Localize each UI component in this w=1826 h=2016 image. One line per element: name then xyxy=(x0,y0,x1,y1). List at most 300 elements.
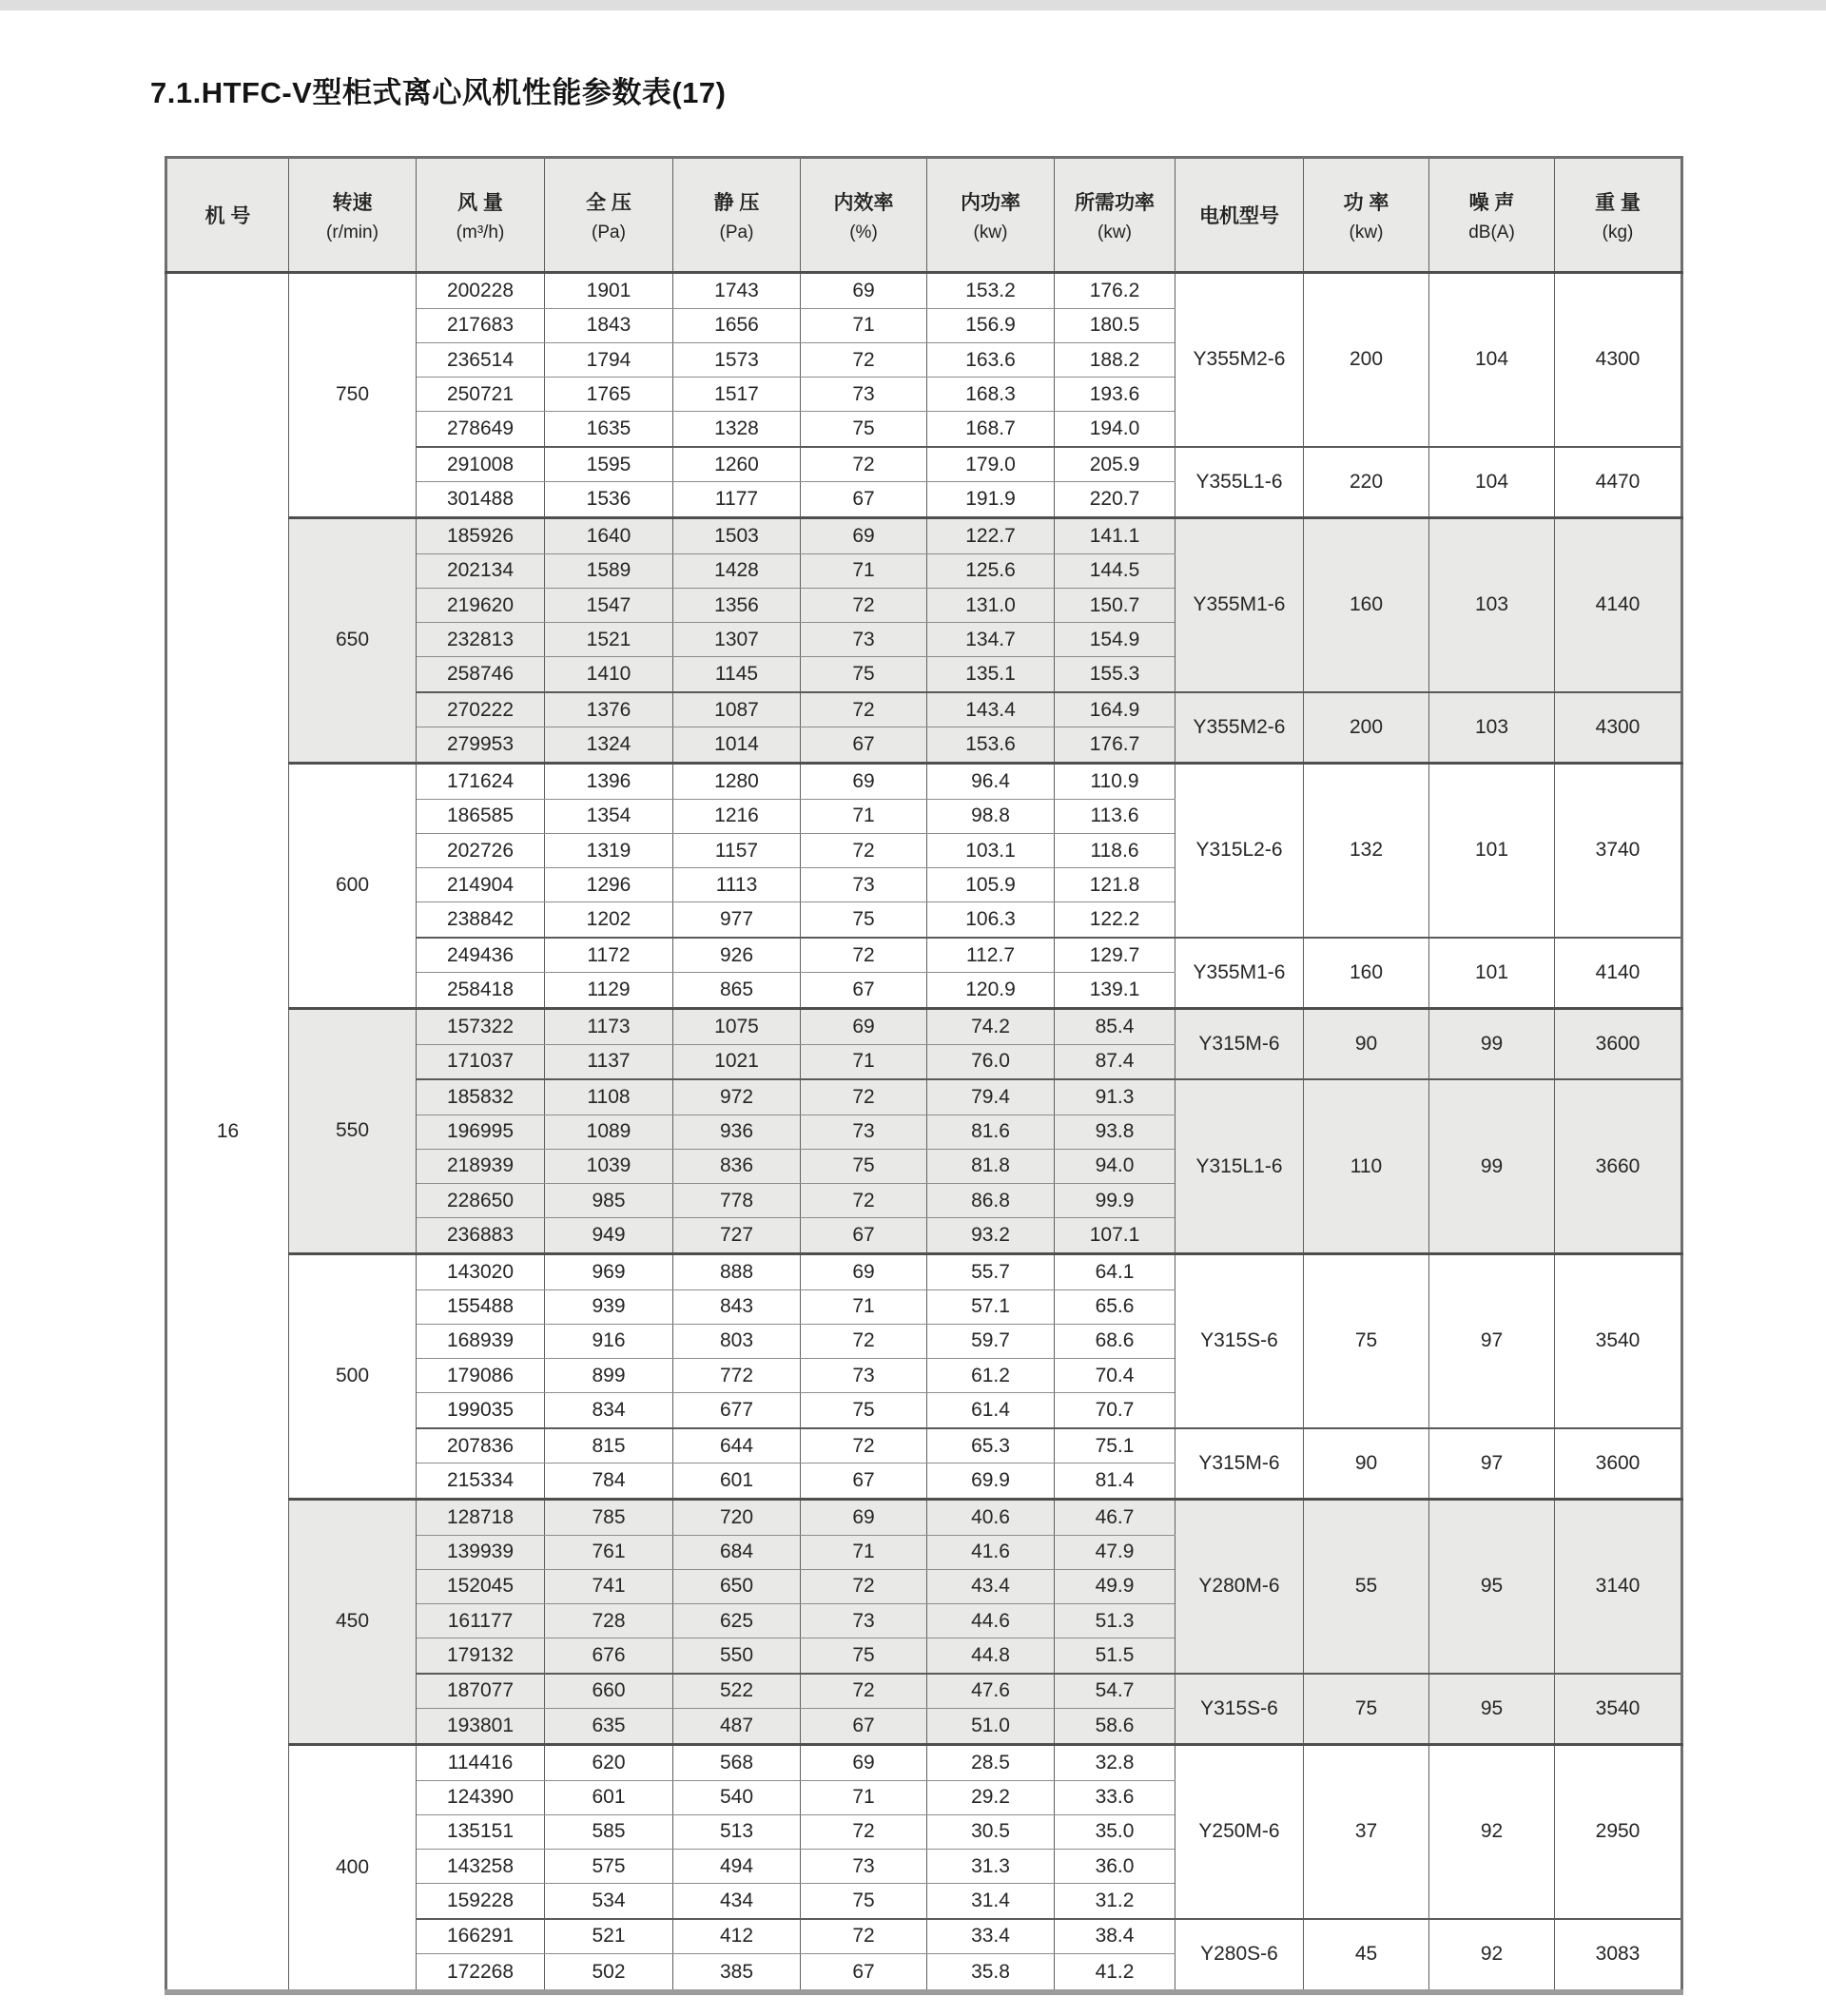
cell-internal-power: 125.6 xyxy=(927,553,1055,588)
cell-required-power: 36.0 xyxy=(1055,1850,1175,1884)
cell-internal-power: 135.1 xyxy=(927,657,1055,692)
cell-total-pressure: 1547 xyxy=(545,588,673,622)
cell-static-pressure: 1328 xyxy=(673,412,801,447)
cell-static-pressure: 540 xyxy=(673,1780,801,1814)
speed-cell: 500 xyxy=(289,1253,417,1499)
cell-efficiency: 72 xyxy=(801,447,927,482)
cell-internal-power: 61.2 xyxy=(927,1359,1055,1393)
col-header xyxy=(289,158,417,273)
cell-efficiency: 75 xyxy=(801,1884,927,1919)
cell-flow: 207836 xyxy=(417,1428,545,1464)
cell-internal-power: 156.9 xyxy=(927,308,1055,342)
motor-noise-cell: 97 xyxy=(1429,1253,1555,1427)
cell-total-pressure: 985 xyxy=(545,1184,673,1218)
cell-total-pressure: 1089 xyxy=(545,1115,673,1149)
motor-power-cell: 200 xyxy=(1304,692,1429,764)
cell-static-pressure: 1280 xyxy=(673,763,801,799)
cell-flow: 171037 xyxy=(417,1044,545,1079)
cell-required-power: 51.3 xyxy=(1055,1604,1175,1638)
cell-internal-power: 96.4 xyxy=(927,763,1055,799)
cell-internal-power: 31.4 xyxy=(927,1884,1055,1919)
cell-efficiency: 71 xyxy=(801,1289,927,1324)
cell-flow: 291008 xyxy=(417,447,545,482)
cell-internal-power: 143.4 xyxy=(927,692,1055,727)
cell-required-power: 118.6 xyxy=(1055,833,1175,867)
speed-cell: 400 xyxy=(289,1744,417,1992)
motor-model-cell: Y315S-6 xyxy=(1175,1253,1304,1427)
cell-efficiency: 73 xyxy=(801,868,927,902)
cell-required-power: 65.6 xyxy=(1055,1289,1175,1324)
cell-internal-power: 47.6 xyxy=(927,1674,1055,1709)
cell-total-pressure: 1396 xyxy=(545,763,673,799)
cell-required-power: 58.6 xyxy=(1055,1709,1175,1745)
cell-efficiency: 75 xyxy=(801,1638,927,1674)
cell-required-power: 31.2 xyxy=(1055,1884,1175,1919)
motor-power-cell: 55 xyxy=(1304,1499,1429,1673)
cell-static-pressure: 684 xyxy=(673,1535,801,1569)
cell-internal-power: 93.2 xyxy=(927,1218,1055,1254)
cell-internal-power: 51.0 xyxy=(927,1709,1055,1745)
cell-flow: 143258 xyxy=(417,1850,545,1884)
cell-flow: 228650 xyxy=(417,1184,545,1218)
cell-required-power: 94.0 xyxy=(1055,1149,1175,1183)
cell-internal-power: 29.2 xyxy=(927,1780,1055,1814)
cell-efficiency: 72 xyxy=(801,833,927,867)
cell-static-pressure: 1573 xyxy=(673,342,801,377)
cell-flow: 250721 xyxy=(417,378,545,412)
cell-internal-power: 81.6 xyxy=(927,1115,1055,1149)
cell-total-pressure: 784 xyxy=(545,1464,673,1500)
col-header-unit: (kg) xyxy=(1602,222,1634,242)
cell-flow: 258746 xyxy=(417,657,545,692)
cell-total-pressure: 1354 xyxy=(545,799,673,833)
motor-model-cell: Y355M2-6 xyxy=(1175,692,1304,764)
col-header-label: 功 率 xyxy=(1343,191,1389,214)
cell-static-pressure: 434 xyxy=(673,1884,801,1919)
cell-efficiency: 73 xyxy=(801,1850,927,1884)
cell-required-power: 220.7 xyxy=(1055,482,1175,518)
cell-flow: 196995 xyxy=(417,1115,545,1149)
motor-noise-cell: 95 xyxy=(1429,1499,1555,1673)
cell-flow: 187077 xyxy=(417,1674,545,1709)
cell-flow: 155488 xyxy=(417,1289,545,1324)
cell-efficiency: 71 xyxy=(801,1780,927,1814)
cell-total-pressure: 1595 xyxy=(545,447,673,482)
page-top-edge xyxy=(0,0,1826,10)
motor-model-cell: Y280M-6 xyxy=(1175,1499,1304,1673)
cell-efficiency: 69 xyxy=(801,1253,927,1289)
cell-required-power: 154.9 xyxy=(1055,623,1175,657)
cell-efficiency: 75 xyxy=(801,657,927,692)
motor-model-cell: Y355L1-6 xyxy=(1175,447,1304,518)
motor-weight-cell: 3600 xyxy=(1555,1008,1682,1079)
cell-flow: 128718 xyxy=(417,1499,545,1535)
cell-required-power: 68.6 xyxy=(1055,1324,1175,1358)
cell-required-power: 32.8 xyxy=(1055,1744,1175,1780)
motor-power-cell: 75 xyxy=(1304,1253,1429,1427)
cell-required-power: 205.9 xyxy=(1055,447,1175,482)
cell-efficiency: 73 xyxy=(801,378,927,412)
cell-total-pressure: 1137 xyxy=(545,1044,673,1079)
cell-total-pressure: 1536 xyxy=(545,482,673,518)
motor-noise-cell: 101 xyxy=(1429,938,1555,1009)
col-header-unit: (Pa) xyxy=(719,222,754,242)
cell-flow: 218939 xyxy=(417,1149,545,1183)
cell-internal-power: 76.0 xyxy=(927,1044,1055,1079)
speed-cell: 550 xyxy=(289,1008,417,1253)
motor-model-cell: Y315M-6 xyxy=(1175,1428,1304,1500)
motor-noise-cell: 99 xyxy=(1429,1008,1555,1079)
motor-power-cell: 37 xyxy=(1304,1744,1429,1918)
cell-efficiency: 75 xyxy=(801,902,927,938)
cell-efficiency: 72 xyxy=(801,1569,927,1603)
cell-internal-power: 79.4 xyxy=(927,1079,1055,1115)
table-row xyxy=(166,517,1682,553)
cell-efficiency: 72 xyxy=(801,588,927,622)
cell-static-pressure: 1216 xyxy=(673,799,801,833)
cell-efficiency: 69 xyxy=(801,273,927,309)
col-header-label: 重 量 xyxy=(1595,191,1641,214)
col-header-label: 静 压 xyxy=(713,191,760,214)
cell-total-pressure: 834 xyxy=(545,1393,673,1428)
cell-internal-power: 81.8 xyxy=(927,1149,1055,1183)
table-row xyxy=(166,763,1682,799)
col-header xyxy=(1055,158,1175,273)
cell-required-power: 155.3 xyxy=(1055,657,1175,692)
cell-efficiency: 72 xyxy=(801,1814,927,1849)
motor-power-cell: 220 xyxy=(1304,447,1429,518)
cell-internal-power: 98.8 xyxy=(927,799,1055,833)
col-header xyxy=(927,158,1055,273)
motor-weight-cell: 4140 xyxy=(1555,938,1682,1009)
cell-flow: 238842 xyxy=(417,902,545,938)
col-header-label: 风 量 xyxy=(457,191,503,214)
cell-required-power: 99.9 xyxy=(1055,1184,1175,1218)
motor-power-cell: 160 xyxy=(1304,517,1429,691)
cell-flow: 279953 xyxy=(417,727,545,764)
col-header xyxy=(1429,158,1555,273)
cell-flow: 179132 xyxy=(417,1638,545,1674)
motor-weight-cell: 3600 xyxy=(1555,1428,1682,1500)
cell-total-pressure: 1843 xyxy=(545,308,673,342)
col-header-label: 内效率 xyxy=(833,191,894,214)
cell-efficiency: 67 xyxy=(801,1464,927,1500)
cell-flow: 249436 xyxy=(417,938,545,973)
table-header-row xyxy=(166,158,1682,273)
cell-required-power: 188.2 xyxy=(1055,342,1175,377)
cell-static-pressure: 843 xyxy=(673,1289,801,1324)
speed-cell: 750 xyxy=(289,273,417,518)
cell-total-pressure: 1319 xyxy=(545,833,673,867)
cell-total-pressure: 1640 xyxy=(545,517,673,553)
cell-flow: 179086 xyxy=(417,1359,545,1393)
cell-total-pressure: 1324 xyxy=(545,727,673,764)
motor-noise-cell: 101 xyxy=(1429,763,1555,937)
motor-noise-cell: 99 xyxy=(1429,1079,1555,1253)
cell-total-pressure: 1129 xyxy=(545,973,673,1009)
cell-flow: 278649 xyxy=(417,412,545,447)
col-header xyxy=(1555,158,1682,273)
cell-static-pressure: 1014 xyxy=(673,727,801,764)
cell-efficiency: 73 xyxy=(801,1115,927,1149)
cell-total-pressure: 1202 xyxy=(545,902,673,938)
cell-required-power: 51.5 xyxy=(1055,1638,1175,1674)
cell-flow: 168939 xyxy=(417,1324,545,1358)
cell-efficiency: 67 xyxy=(801,1954,927,1992)
col-header-label: 所需功率 xyxy=(1075,191,1155,214)
cell-total-pressure: 916 xyxy=(545,1324,673,1358)
motor-weight-cell: 3540 xyxy=(1555,1674,1682,1745)
cell-internal-power: 40.6 xyxy=(927,1499,1055,1535)
cell-internal-power: 69.9 xyxy=(927,1464,1055,1500)
speed-cell: 600 xyxy=(289,763,417,1008)
motor-weight-cell: 3660 xyxy=(1555,1079,1682,1253)
cell-total-pressure: 741 xyxy=(545,1569,673,1603)
cell-efficiency: 69 xyxy=(801,1744,927,1780)
cell-efficiency: 67 xyxy=(801,727,927,764)
cell-internal-power: 105.9 xyxy=(927,868,1055,902)
cell-static-pressure: 926 xyxy=(673,938,801,973)
cell-required-power: 46.7 xyxy=(1055,1499,1175,1535)
cell-flow: 200228 xyxy=(417,273,545,309)
cell-required-power: 107.1 xyxy=(1055,1218,1175,1254)
col-header xyxy=(673,158,801,273)
cell-total-pressure: 676 xyxy=(545,1638,673,1674)
cell-required-power: 64.1 xyxy=(1055,1253,1175,1289)
cell-total-pressure: 1173 xyxy=(545,1008,673,1044)
cell-required-power: 121.8 xyxy=(1055,868,1175,902)
motor-model-cell: Y250M-6 xyxy=(1175,1744,1304,1918)
cell-internal-power: 153.6 xyxy=(927,727,1055,764)
cell-static-pressure: 650 xyxy=(673,1569,801,1603)
cell-efficiency: 69 xyxy=(801,763,927,799)
machine-no-cell: 16 xyxy=(166,273,289,1993)
motor-power-cell: 90 xyxy=(1304,1008,1429,1079)
cell-required-power: 194.0 xyxy=(1055,412,1175,447)
cell-efficiency: 75 xyxy=(801,1149,927,1183)
cell-static-pressure: 977 xyxy=(673,902,801,938)
cell-flow: 199035 xyxy=(417,1393,545,1428)
cell-static-pressure: 865 xyxy=(673,973,801,1009)
cell-efficiency: 71 xyxy=(801,553,927,588)
cell-internal-power: 153.2 xyxy=(927,273,1055,309)
cell-flow: 193801 xyxy=(417,1709,545,1745)
cell-total-pressure: 969 xyxy=(545,1253,673,1289)
cell-internal-power: 163.6 xyxy=(927,342,1055,377)
cell-required-power: 47.9 xyxy=(1055,1535,1175,1569)
cell-static-pressure: 487 xyxy=(673,1709,801,1745)
cell-internal-power: 30.5 xyxy=(927,1814,1055,1849)
cell-internal-power: 33.4 xyxy=(927,1919,1055,1954)
cell-required-power: 91.3 xyxy=(1055,1079,1175,1115)
cell-required-power: 110.9 xyxy=(1055,763,1175,799)
col-header-label: 机 号 xyxy=(204,205,251,227)
cell-static-pressure: 625 xyxy=(673,1604,801,1638)
cell-internal-power: 168.3 xyxy=(927,378,1055,412)
cell-total-pressure: 620 xyxy=(545,1744,673,1780)
motor-weight-cell: 3083 xyxy=(1555,1919,1682,1992)
cell-flow: 232813 xyxy=(417,623,545,657)
cell-static-pressure: 778 xyxy=(673,1184,801,1218)
cell-static-pressure: 494 xyxy=(673,1850,801,1884)
cell-total-pressure: 521 xyxy=(545,1919,673,1954)
col-header-label: 内功率 xyxy=(961,191,1020,214)
cell-static-pressure: 1087 xyxy=(673,692,801,727)
cell-static-pressure: 936 xyxy=(673,1115,801,1149)
motor-power-cell: 200 xyxy=(1304,273,1429,447)
motor-model-cell: Y355M1-6 xyxy=(1175,938,1304,1009)
cell-efficiency: 73 xyxy=(801,1604,927,1638)
motor-weight-cell: 4300 xyxy=(1555,273,1682,447)
cell-efficiency: 73 xyxy=(801,1359,927,1393)
motor-power-cell: 75 xyxy=(1304,1674,1429,1745)
cell-required-power: 150.7 xyxy=(1055,588,1175,622)
col-header-label: 转速 xyxy=(332,191,373,214)
cell-required-power: 38.4 xyxy=(1055,1919,1175,1954)
cell-required-power: 54.7 xyxy=(1055,1674,1175,1709)
cell-required-power: 70.4 xyxy=(1055,1359,1175,1393)
cell-total-pressure: 761 xyxy=(545,1535,673,1569)
motor-weight-cell: 4470 xyxy=(1555,447,1682,518)
cell-efficiency: 69 xyxy=(801,1008,927,1044)
cell-efficiency: 67 xyxy=(801,1218,927,1254)
cell-efficiency: 71 xyxy=(801,799,927,833)
table-header xyxy=(166,158,1682,273)
motor-power-cell: 45 xyxy=(1304,1919,1429,1992)
cell-efficiency: 72 xyxy=(801,1079,927,1115)
cell-flow: 172268 xyxy=(417,1954,545,1992)
cell-efficiency: 72 xyxy=(801,1324,927,1358)
cell-flow: 215334 xyxy=(417,1464,545,1500)
cell-internal-power: 65.3 xyxy=(927,1428,1055,1464)
cell-internal-power: 131.0 xyxy=(927,588,1055,622)
motor-noise-cell: 97 xyxy=(1429,1428,1555,1500)
cell-static-pressure: 1113 xyxy=(673,868,801,902)
cell-flow: 166291 xyxy=(417,1919,545,1954)
cell-flow: 185832 xyxy=(417,1079,545,1115)
cell-flow: 152045 xyxy=(417,1569,545,1603)
motor-power-cell: 90 xyxy=(1304,1428,1429,1500)
motor-power-cell: 110 xyxy=(1304,1079,1429,1253)
cell-flow: 185926 xyxy=(417,517,545,553)
col-header-unit: (%) xyxy=(849,222,878,242)
cell-static-pressure: 677 xyxy=(673,1393,801,1428)
col-header-unit: (kw) xyxy=(1349,222,1384,242)
cell-required-power: 49.9 xyxy=(1055,1569,1175,1603)
cell-total-pressure: 660 xyxy=(545,1674,673,1709)
cell-static-pressure: 1503 xyxy=(673,517,801,553)
cell-efficiency: 71 xyxy=(801,308,927,342)
cell-required-power: 193.6 xyxy=(1055,378,1175,412)
cell-flow: 202726 xyxy=(417,833,545,867)
col-header-label: 全 压 xyxy=(586,191,631,214)
cell-required-power: 87.4 xyxy=(1055,1044,1175,1079)
motor-weight-cell: 3540 xyxy=(1555,1253,1682,1427)
motor-power-cell: 160 xyxy=(1304,938,1429,1009)
cell-total-pressure: 899 xyxy=(545,1359,673,1393)
cell-required-power: 93.8 xyxy=(1055,1115,1175,1149)
cell-flow: 219620 xyxy=(417,588,545,622)
motor-model-cell: Y315M-6 xyxy=(1175,1008,1304,1079)
cell-total-pressure: 1589 xyxy=(545,553,673,588)
col-header xyxy=(545,158,673,273)
cell-static-pressure: 1517 xyxy=(673,378,801,412)
cell-efficiency: 72 xyxy=(801,1428,927,1464)
col-header-unit: (r/min) xyxy=(326,222,379,242)
cell-static-pressure: 601 xyxy=(673,1464,801,1500)
cell-flow: 236883 xyxy=(417,1218,545,1254)
cell-efficiency: 75 xyxy=(801,1393,927,1428)
cell-total-pressure: 728 xyxy=(545,1604,673,1638)
motor-model-cell: Y315L1-6 xyxy=(1175,1079,1304,1253)
motor-weight-cell: 4300 xyxy=(1555,692,1682,764)
cell-total-pressure: 635 xyxy=(545,1709,673,1745)
motor-noise-cell: 92 xyxy=(1429,1919,1555,1992)
cell-efficiency: 67 xyxy=(801,1709,927,1745)
cell-total-pressure: 502 xyxy=(545,1954,673,1992)
cell-static-pressure: 644 xyxy=(673,1428,801,1464)
cell-internal-power: 86.8 xyxy=(927,1184,1055,1218)
cell-static-pressure: 1260 xyxy=(673,447,801,482)
cell-efficiency: 73 xyxy=(801,623,927,657)
cell-flow: 143020 xyxy=(417,1253,545,1289)
cell-internal-power: 191.9 xyxy=(927,482,1055,518)
cell-static-pressure: 513 xyxy=(673,1814,801,1849)
col-header-unit: (kw) xyxy=(1098,222,1132,242)
cell-static-pressure: 1075 xyxy=(673,1008,801,1044)
cell-static-pressure: 1307 xyxy=(673,623,801,657)
cell-required-power: 41.2 xyxy=(1055,1954,1175,1992)
cell-required-power: 122.2 xyxy=(1055,902,1175,938)
cell-required-power: 176.2 xyxy=(1055,273,1175,309)
cell-efficiency: 75 xyxy=(801,412,927,447)
col-header xyxy=(1175,158,1304,273)
col-header-label: 电机型号 xyxy=(1199,205,1279,227)
motor-weight-cell: 2950 xyxy=(1555,1744,1682,1918)
table-row xyxy=(166,1744,1682,1780)
motor-noise-cell: 104 xyxy=(1429,447,1555,518)
cell-total-pressure: 785 xyxy=(545,1499,673,1535)
cell-efficiency: 72 xyxy=(801,938,927,973)
col-header-label: 噪 声 xyxy=(1468,191,1515,214)
motor-model-cell: Y280S-6 xyxy=(1175,1919,1304,1992)
cell-static-pressure: 1021 xyxy=(673,1044,801,1079)
col-header xyxy=(417,158,545,273)
cell-internal-power: 44.6 xyxy=(927,1604,1055,1638)
table-body xyxy=(166,273,1682,1993)
cell-internal-power: 112.7 xyxy=(927,938,1055,973)
cell-total-pressure: 1296 xyxy=(545,868,673,902)
motor-model-cell: Y315S-6 xyxy=(1175,1674,1304,1745)
cell-static-pressure: 888 xyxy=(673,1253,801,1289)
motor-model-cell: Y355M2-6 xyxy=(1175,273,1304,447)
cell-flow: 157322 xyxy=(417,1008,545,1044)
cell-required-power: 70.7 xyxy=(1055,1393,1175,1428)
cell-total-pressure: 1521 xyxy=(545,623,673,657)
cell-internal-power: 57.1 xyxy=(927,1289,1055,1324)
motor-noise-cell: 103 xyxy=(1429,517,1555,691)
cell-flow: 258418 xyxy=(417,973,545,1009)
cell-internal-power: 43.4 xyxy=(927,1569,1055,1603)
cell-flow: 114416 xyxy=(417,1744,545,1780)
motor-weight-cell: 3140 xyxy=(1555,1499,1682,1673)
cell-efficiency: 67 xyxy=(801,973,927,1009)
cell-required-power: 180.5 xyxy=(1055,308,1175,342)
cell-total-pressure: 1108 xyxy=(545,1079,673,1115)
cell-efficiency: 72 xyxy=(801,1184,927,1218)
cell-required-power: 113.6 xyxy=(1055,799,1175,833)
cell-internal-power: 106.3 xyxy=(927,902,1055,938)
